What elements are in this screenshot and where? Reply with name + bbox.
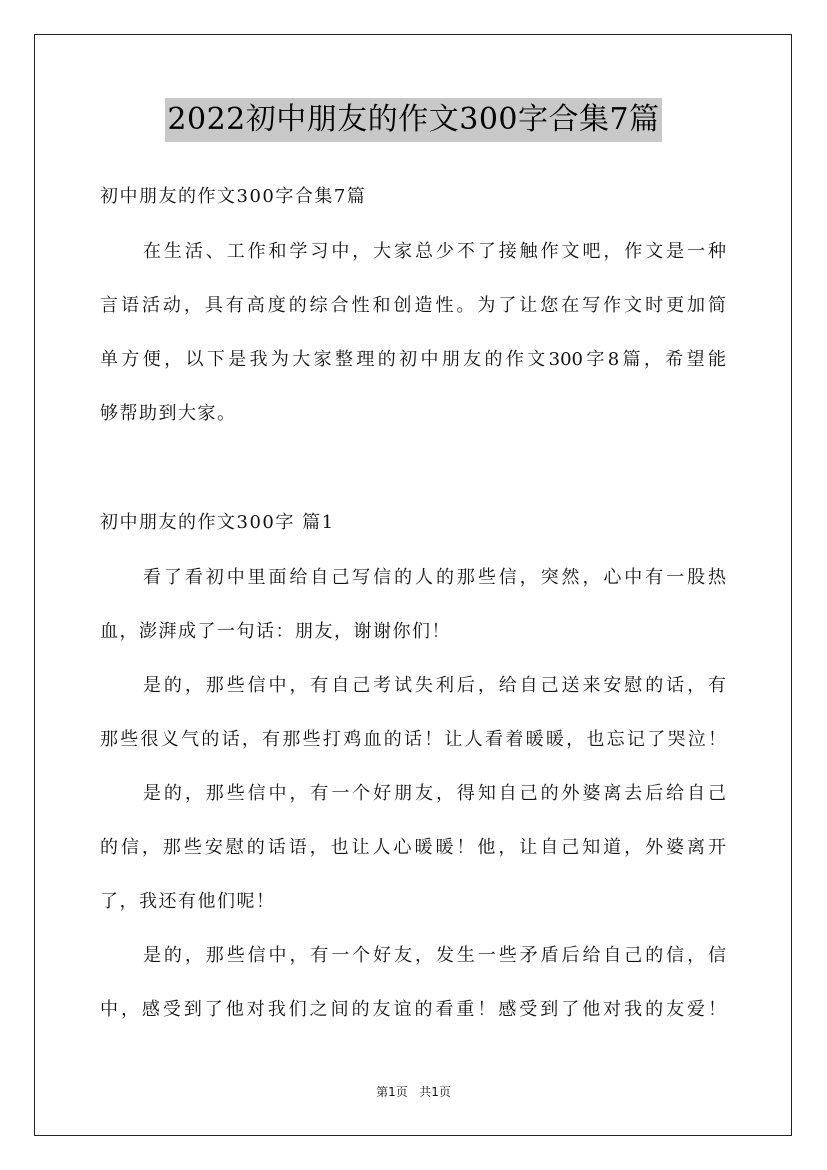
body-line: 的信，那些安慰的话语，也让人心暖暖！他，让自己知道，外婆离开: [100, 837, 726, 858]
page-footer: [0, 1083, 827, 1100]
page-total: 共1页: [419, 1085, 451, 1099]
subtitle: 初中朋友的作文300字合集7篇: [100, 186, 367, 207]
intro-line: 言语活动，具有高度的综合性和创造性。为了让您在写作文时更加简: [100, 295, 726, 316]
body-line: 中，感受到了他对我们之间的友谊的看重！感受到了他对我的友爱！: [100, 999, 726, 1020]
intro-line: 够帮助到大家。: [100, 403, 237, 424]
body-line: 看了看初中里面给自己写信的人的那些信，突然，心中有一股热: [143, 567, 726, 588]
document-title: 2022初中朋友的作文300字合集7篇: [165, 98, 661, 142]
body-line: 了，我还有他们呢！: [100, 891, 276, 912]
title-container: [0, 98, 827, 142]
body-line: 那些很义气的话，有那些打鸡血的话！让人看着暖暖，也忘记了哭泣！: [100, 729, 726, 750]
body-line: 血，澎湃成了一句话：朋友，谢谢你们！: [100, 621, 451, 642]
page-number: 第1页: [376, 1085, 408, 1099]
body-line: 是的，那些信中，有自己考试失利后，给自己送来安慰的话，有: [143, 675, 726, 696]
section-heading: 初中朋友的作文300字 篇1: [100, 512, 335, 533]
intro-line: 在生活、工作和学习中，大家总少不了接触作文吧，作文是一种: [143, 241, 726, 262]
intro-line: 单方便，以下是我为大家整理的初中朋友的作文300字8篇，希望能: [100, 349, 726, 370]
body-line: 是的，那些信中，有一个好朋友，得知自己的外婆离去后给自己: [143, 783, 726, 804]
body-line: 是的，那些信中，有一个好友，发生一些矛盾后给自己的信，信: [143, 945, 726, 966]
